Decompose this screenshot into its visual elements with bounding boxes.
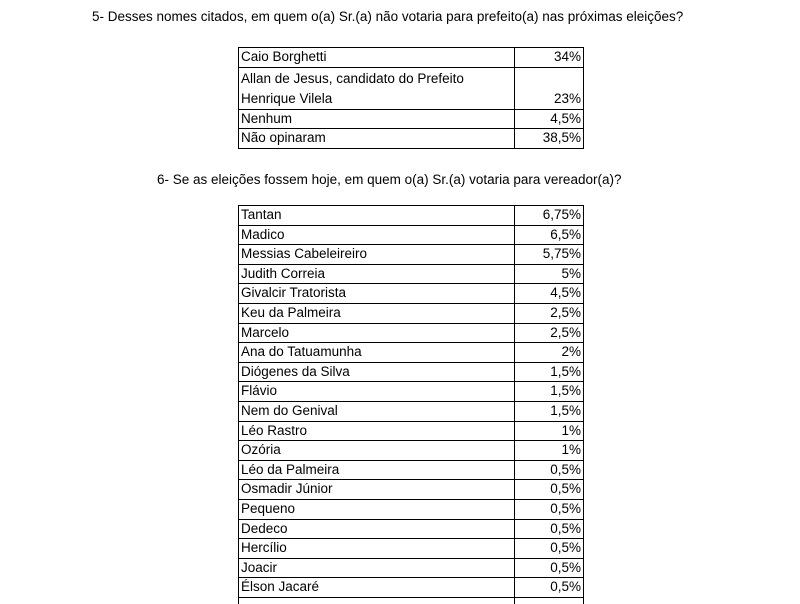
candidate-percentage: 23% <box>515 67 584 109</box>
candidate-name: Ozória <box>239 441 515 461</box>
question-5-results-table <box>238 47 584 149</box>
question-6-results-table <box>238 205 584 604</box>
candidate-percentage: 0,5% <box>515 480 584 500</box>
candidate-name: Léo da Palmeira <box>239 460 515 480</box>
candidate-name: Judith Correia <box>239 264 515 284</box>
candidate-percentage: 1% <box>515 421 584 441</box>
table-row <box>239 480 584 500</box>
candidate-name: Allan de Jesus, candidato do Prefeito Henrique Vilela <box>239 67 515 109</box>
candidate-percentage: 2,5% <box>515 303 584 323</box>
candidate-name: Hercílio <box>239 539 515 559</box>
table-row <box>239 264 584 284</box>
table-row <box>239 499 584 519</box>
table-row <box>239 382 584 402</box>
table-row <box>239 421 584 441</box>
candidate-percentage: 0,5% <box>515 539 584 559</box>
candidate-name: Diógenes da Silva <box>239 362 515 382</box>
candidate-name: Nem do Genival <box>239 401 515 421</box>
candidate-name: Tantan <box>239 206 515 226</box>
table-row <box>239 441 584 461</box>
candidate-percentage: 1,5% <box>515 382 584 402</box>
question-5-title: 5- Desses nomes citados, em quem o(a) Sr.(a) não votaria para prefeito(a) nas próximas eleições? <box>92 9 684 24</box>
table-row <box>239 519 584 539</box>
table-row <box>239 67 584 109</box>
candidate-name: Marcelo <box>239 323 515 343</box>
candidate-percentage: 34% <box>515 48 584 68</box>
candidate-percentage: 0,5% <box>515 558 584 578</box>
table-row <box>239 206 584 226</box>
candidate-percentage: 4,5% <box>515 284 584 304</box>
candidate-name: Ana do Tatuamunha <box>239 343 515 363</box>
table-row <box>239 109 584 129</box>
candidate-name: Osmadir Júnior <box>239 480 515 500</box>
candidate-name: Dedeco <box>239 519 515 539</box>
candidate-name: Pequeno <box>239 499 515 519</box>
table-row <box>239 460 584 480</box>
table-row <box>239 225 584 245</box>
table-row-cut-off <box>239 597 584 604</box>
table-row <box>239 578 584 598</box>
candidate-percentage: 5,75% <box>515 245 584 265</box>
candidate-percentage: 0,5% <box>515 499 584 519</box>
candidate-name: Madico <box>239 225 515 245</box>
candidate-percentage: 0,5% <box>515 460 584 480</box>
candidate-name: Élson Jacaré <box>239 578 515 598</box>
table-row <box>239 284 584 304</box>
candidate-name: Keu da Palmeira <box>239 303 515 323</box>
table-row <box>239 48 584 68</box>
table-row <box>239 245 584 265</box>
candidate-name: Léo Rastro <box>239 421 515 441</box>
candidate-percentage: 4,5% <box>515 109 584 129</box>
candidate-percentage: 0,5% <box>515 578 584 598</box>
candidate-name <box>239 597 515 604</box>
table-row <box>239 303 584 323</box>
candidate-percentage: 5% <box>515 264 584 284</box>
candidate-name: Não opinaram <box>239 129 515 149</box>
candidate-percentage <box>515 597 584 604</box>
table-row <box>239 323 584 343</box>
candidate-name: Givalcir Tratorista <box>239 284 515 304</box>
candidate-percentage: 38,5% <box>515 129 584 149</box>
candidate-percentage: 2% <box>515 343 584 363</box>
question-6-title: 6- Se as eleições fossem hoje, em quem o(a) Sr.(a) votaria para vereador(a)? <box>157 172 622 187</box>
candidate-percentage: 1% <box>515 441 584 461</box>
candidate-percentage: 6,75% <box>515 206 584 226</box>
table-row <box>239 558 584 578</box>
candidate-percentage: 1,5% <box>515 401 584 421</box>
candidate-name: Joacir <box>239 558 515 578</box>
table-row <box>239 343 584 363</box>
candidate-name: Caio Borghetti <box>239 48 515 68</box>
candidate-name: Flávio <box>239 382 515 402</box>
table-row <box>239 129 584 149</box>
table-row <box>239 401 584 421</box>
candidate-percentage: 2,5% <box>515 323 584 343</box>
candidate-percentage: 0,5% <box>515 519 584 539</box>
candidate-name: Nenhum <box>239 109 515 129</box>
candidate-name: Messias Cabeleireiro <box>239 245 515 265</box>
table-row <box>239 362 584 382</box>
candidate-percentage: 6,5% <box>515 225 584 245</box>
table-row <box>239 539 584 559</box>
candidate-percentage: 1,5% <box>515 362 584 382</box>
